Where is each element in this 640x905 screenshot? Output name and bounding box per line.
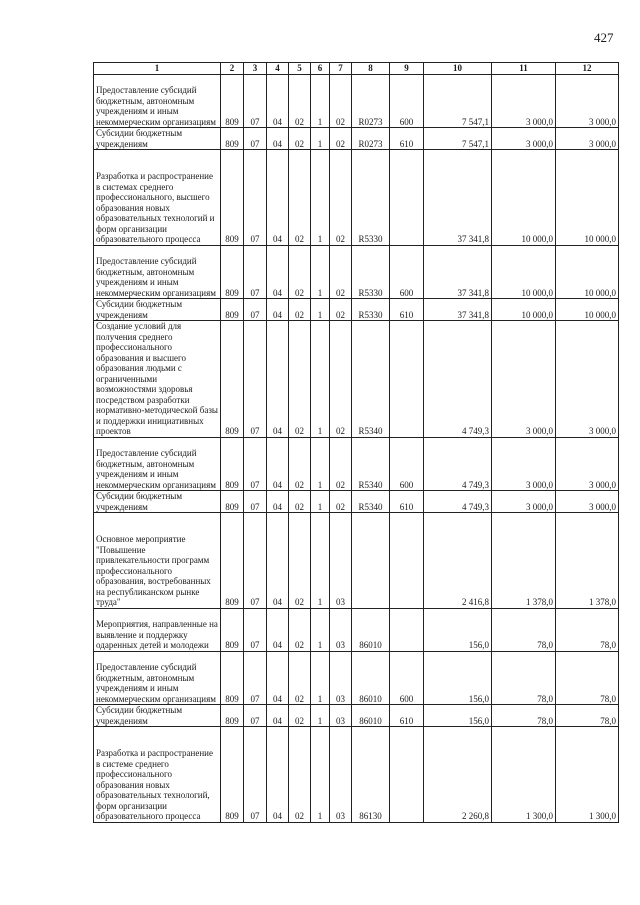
cell-c9: 610 [390,128,424,150]
header-cell: 3 [244,63,267,75]
cell-c8: 86010 [352,651,390,705]
cell-c4: 04 [267,651,289,705]
cell-c7: 02 [330,299,352,321]
cell-c11: 1 378,0 [492,513,556,609]
page-number: 427 [594,30,614,45]
cell-c9 [390,150,424,246]
cell-c4: 04 [267,299,289,321]
cell-c2: 809 [221,608,244,651]
cell-c7: 02 [330,128,352,150]
cell-c6: 1 [311,74,330,128]
cell-c4: 04 [267,321,289,438]
cell-c8 [352,513,390,609]
cell-c4: 04 [267,608,289,651]
cell-c3: 07 [244,74,267,128]
cell-c12: 10 000,0 [556,245,619,299]
header-cell: 7 [330,63,352,75]
cell-c6: 1 [311,150,330,246]
cell-c10: 4 749,3 [424,321,492,438]
cell-c3: 07 [244,513,267,609]
table-row [94,437,619,491]
cell-c6: 1 [311,321,330,438]
table-row [94,727,619,823]
cell-c10: 2 260,8 [424,727,492,823]
cell-c10: 156,0 [424,705,492,727]
cell-c4: 04 [267,437,289,491]
row-name-cell: Субсидии бюджетным учреждениям [94,299,221,321]
table-row [94,705,619,727]
cell-c12: 10 000,0 [556,299,619,321]
header-cell: 6 [311,63,330,75]
table-row [94,128,619,150]
cell-c9 [390,513,424,609]
cell-c9 [390,608,424,651]
cell-c12: 3 000,0 [556,74,619,128]
table-row [94,150,619,246]
cell-c12: 78,0 [556,608,619,651]
cell-c7: 03 [330,705,352,727]
cell-c4: 04 [267,150,289,246]
cell-c11: 3 000,0 [492,321,556,438]
row-name-cell: Основное мероприятие "Повышение привлекательности программ профессионального образования, востребованных на республиканском рынке труда" [94,513,221,609]
cell-c9: 610 [390,299,424,321]
cell-c8: 86010 [352,608,390,651]
cell-c6: 1 [311,651,330,705]
header-cell: 9 [390,63,424,75]
cell-c9: 610 [390,705,424,727]
row-name-cell: Разработка и распространение в системах среднего профессионального, высшего образования новых образовательных технологий и форм организации образовательного процесса [94,150,221,246]
cell-c8: R0273 [352,74,390,128]
cell-c5: 02 [289,651,311,705]
cell-c8: 86010 [352,705,390,727]
table-row [94,74,619,128]
cell-c3: 07 [244,299,267,321]
cell-c7: 02 [330,437,352,491]
cell-c11: 10 000,0 [492,150,556,246]
cell-c8: 86130 [352,727,390,823]
cell-c12: 1 378,0 [556,513,619,609]
cell-c5: 02 [289,74,311,128]
cell-c11: 78,0 [492,608,556,651]
cell-c5: 02 [289,513,311,609]
cell-c10: 37 341,8 [424,150,492,246]
cell-c7: 02 [330,491,352,513]
row-name-cell: Мероприятия, направленные на выявление и поддержку одаренных детей и молодежи [94,608,221,651]
cell-c2: 809 [221,74,244,128]
cell-c6: 1 [311,727,330,823]
cell-c9 [390,321,424,438]
cell-c2: 809 [221,299,244,321]
cell-c6: 1 [311,491,330,513]
cell-c6: 1 [311,513,330,609]
cell-c8: R5340 [352,437,390,491]
cell-c2: 809 [221,727,244,823]
cell-c5: 02 [289,437,311,491]
cell-c3: 07 [244,321,267,438]
cell-c12: 3 000,0 [556,128,619,150]
cell-c2: 809 [221,321,244,438]
cell-c7: 02 [330,150,352,246]
cell-c6: 1 [311,128,330,150]
row-name-cell: Разработка и распространение в системе среднего профессионального образования новых образовательных технологий, форм организации образовательного процесса [94,727,221,823]
cell-c4: 04 [267,513,289,609]
header-cell: 12 [556,63,619,75]
cell-c11: 3 000,0 [492,437,556,491]
cell-c11: 10 000,0 [492,299,556,321]
cell-c7: 02 [330,245,352,299]
cell-c12: 3 000,0 [556,321,619,438]
cell-c8: R5330 [352,245,390,299]
cell-c2: 809 [221,150,244,246]
cell-c12: 78,0 [556,705,619,727]
cell-c2: 809 [221,651,244,705]
cell-c10: 37 341,8 [424,245,492,299]
table-row [94,321,619,438]
cell-c6: 1 [311,299,330,321]
cell-c9: 610 [390,491,424,513]
cell-c9 [390,727,424,823]
cell-c3: 07 [244,705,267,727]
cell-c2: 809 [221,245,244,299]
table-row [94,608,619,651]
cell-c3: 07 [244,437,267,491]
header-cell: 4 [267,63,289,75]
cell-c9: 600 [390,437,424,491]
row-name-cell: Субсидии бюджетным учреждениям [94,491,221,513]
cell-c7: 02 [330,74,352,128]
row-name-cell: Предоставление субсидий бюджетным, автономным учреждениям и иным некоммерческим организациям [94,651,221,705]
cell-c10: 7 547,1 [424,128,492,150]
row-name-cell: Предоставление субсидий бюджетным, автономным учреждениям и иным некоммерческим организациям [94,74,221,128]
table-row [94,245,619,299]
cell-c7: 03 [330,608,352,651]
cell-c4: 04 [267,491,289,513]
table-row [94,491,619,513]
cell-c5: 02 [289,491,311,513]
cell-c10: 37 341,8 [424,299,492,321]
cell-c3: 07 [244,608,267,651]
table-body [94,74,619,822]
cell-c7: 02 [330,321,352,438]
cell-c8: R0273 [352,128,390,150]
cell-c5: 02 [289,128,311,150]
cell-c10: 4 749,3 [424,491,492,513]
cell-c7: 03 [330,651,352,705]
cell-c12: 10 000,0 [556,150,619,246]
row-name-cell: Субсидии бюджетным учреждениям [94,128,221,150]
cell-c6: 1 [311,437,330,491]
cell-c8: R5330 [352,150,390,246]
cell-c5: 02 [289,245,311,299]
cell-c11: 78,0 [492,651,556,705]
cell-c10: 4 749,3 [424,437,492,491]
cell-c7: 03 [330,513,352,609]
budget-table [93,62,619,823]
row-name-cell: Предоставление субсидий бюджетным, автономным учреждениям и иным некоммерческим организациям [94,245,221,299]
row-name-cell: Субсидии бюджетным учреждениям [94,705,221,727]
cell-c4: 04 [267,128,289,150]
header-cell: 2 [221,63,244,75]
cell-c2: 809 [221,491,244,513]
header-cell: 5 [289,63,311,75]
cell-c3: 07 [244,727,267,823]
header-cell: 10 [424,63,492,75]
header-cell: 1 [94,63,221,75]
table-row [94,513,619,609]
cell-c2: 809 [221,705,244,727]
row-name-cell: Создание условий для получения среднего профессионального образования и высшего образования людьми с ограниченными возможностями здоровья посредством разработки нормативно-методической базы и поддержки инициативных проектов [94,321,221,438]
cell-c4: 04 [267,245,289,299]
cell-c9: 600 [390,651,424,705]
cell-c9: 600 [390,74,424,128]
cell-c6: 1 [311,245,330,299]
cell-c9: 600 [390,245,424,299]
cell-c3: 07 [244,245,267,299]
cell-c10: 2 416,8 [424,513,492,609]
cell-c12: 3 000,0 [556,491,619,513]
cell-c5: 02 [289,705,311,727]
cell-c5: 02 [289,321,311,438]
cell-c4: 04 [267,705,289,727]
cell-c7: 03 [330,727,352,823]
cell-c8: R5340 [352,491,390,513]
cell-c3: 07 [244,491,267,513]
cell-c6: 1 [311,608,330,651]
cell-c11: 78,0 [492,705,556,727]
cell-c4: 04 [267,727,289,823]
cell-c11: 3 000,0 [492,491,556,513]
header-cell: 11 [492,63,556,75]
row-name-cell: Предоставление субсидий бюджетным, автономным учреждениям и иным некоммерческим организациям [94,437,221,491]
cell-c10: 156,0 [424,608,492,651]
cell-c5: 02 [289,299,311,321]
cell-c3: 07 [244,128,267,150]
cell-c8: R5340 [352,321,390,438]
cell-c6: 1 [311,705,330,727]
cell-c11: 1 300,0 [492,727,556,823]
cell-c5: 02 [289,150,311,246]
cell-c3: 07 [244,150,267,246]
table-row [94,299,619,321]
cell-c11: 10 000,0 [492,245,556,299]
header-cell: 8 [352,63,390,75]
cell-c12: 3 000,0 [556,437,619,491]
cell-c2: 809 [221,128,244,150]
cell-c5: 02 [289,608,311,651]
cell-c5: 02 [289,727,311,823]
cell-c12: 78,0 [556,651,619,705]
cell-c4: 04 [267,74,289,128]
cell-c2: 809 [221,437,244,491]
cell-c11: 3 000,0 [492,74,556,128]
cell-c3: 07 [244,651,267,705]
cell-c12: 1 300,0 [556,727,619,823]
cell-c2: 809 [221,513,244,609]
table-row [94,651,619,705]
cell-c8: R5330 [352,299,390,321]
cell-c10: 7 547,1 [424,74,492,128]
cell-c10: 156,0 [424,651,492,705]
cell-c11: 3 000,0 [492,128,556,150]
table-header-row [94,63,619,75]
